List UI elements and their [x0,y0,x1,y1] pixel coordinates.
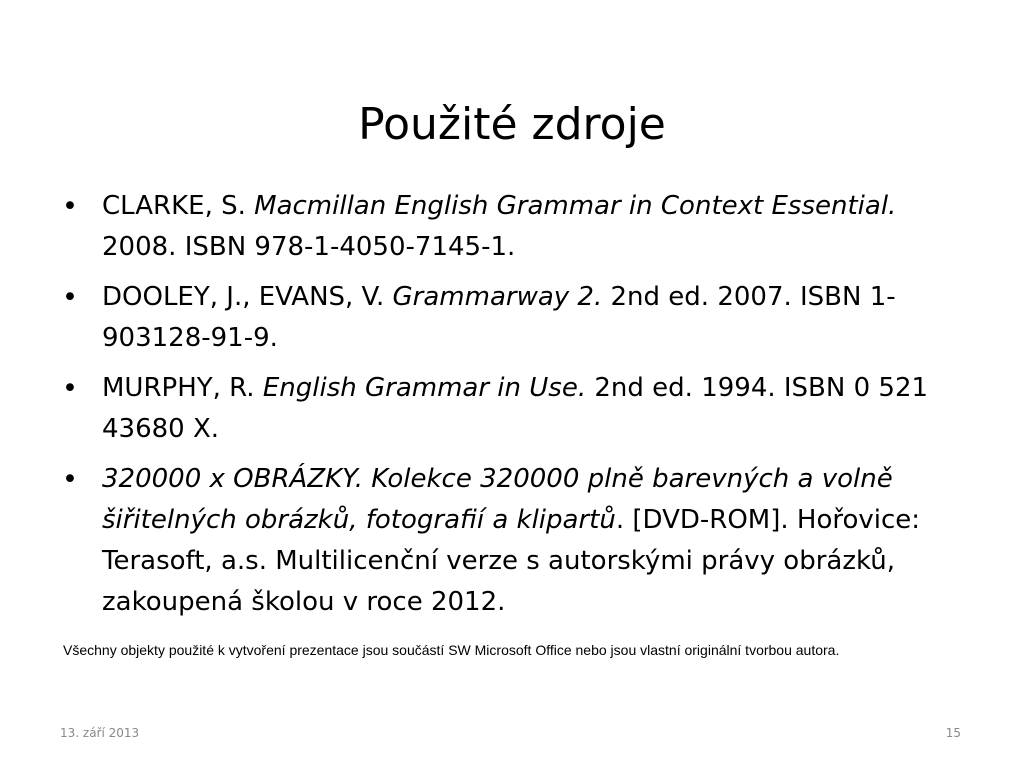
list-item [60,186,960,268]
bullet-icon: • [62,464,78,495]
reference-title: 320000 x OBRÁZKY. Kolekce 320000 plně barevných a volně šiřitelných obrázků, fotografií a klipartů [102,464,893,535]
list-item [60,368,960,450]
reference-details: 2nd ed. 2007. ISBN 1-903128-91-9. [102,282,896,353]
credits-footnote: Všechny objekty použité k vytvoření prezentace jsou součástí SW Microsoft Office nebo jsou vlastní originální tvorbou autora. [63,642,840,658]
reference-details: 2008. ISBN 978-1-4050-7145-1. [102,232,516,262]
slide-date: 13. září 2013 [60,726,140,740]
reference-title: English Grammar in Use. [262,373,587,403]
reference-author: CLARKE, S. [102,191,255,221]
reference-text [102,282,896,353]
list-item [60,277,960,359]
slide-title: Použité zdroje [358,99,666,151]
page-number: 15 [945,726,961,740]
bullet-icon: • [62,373,78,404]
reference-details: . [DVD-ROM]. Hořovice: Terasoft, a.s. Multilicenční verze s autorskými právy obrázků, zakoupená školou v roce 2012. [102,505,921,617]
reference-details: 2nd ed. 1994. ISBN 0 521 43680 X. [102,373,929,444]
bullet-icon: • [62,191,78,222]
bullet-icon: • [62,282,78,313]
reference-author: DOOLEY, J., EVANS, V. [102,282,393,312]
list-item [60,459,960,623]
references-list [60,186,960,632]
reference-author: MURPHY, R. [102,373,263,403]
reference-text [102,464,920,617]
reference-text [102,373,928,444]
reference-text [102,191,896,262]
reference-title: Macmillan English Grammar in Context Essential. [254,191,897,221]
reference-title: Grammarway 2. [392,282,603,312]
